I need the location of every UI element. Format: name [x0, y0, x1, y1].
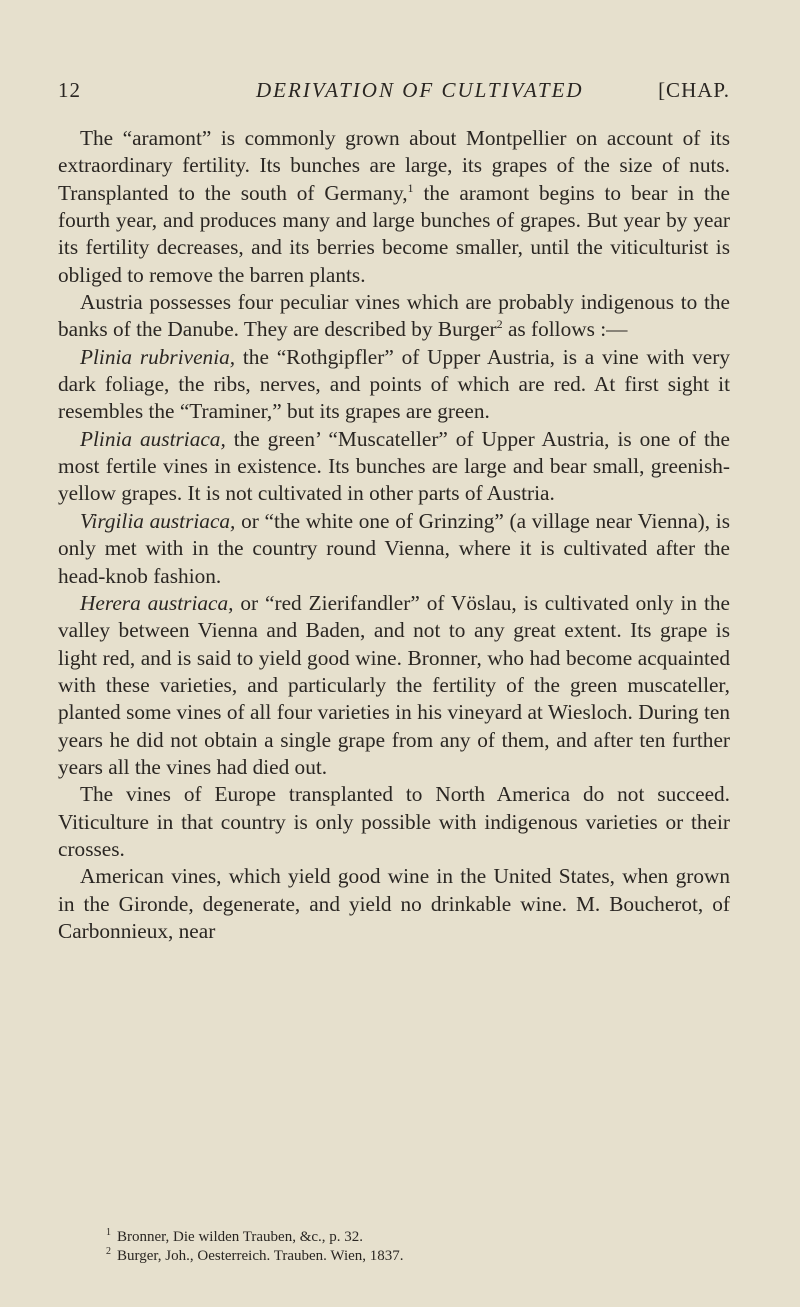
- running-title: DERIVATION OF CULTIVATED: [256, 78, 584, 102]
- chapter-marker: [CHAP.: [658, 78, 730, 102]
- footnote-text: Burger, Joh., Oesterreich. Trauben. Wien, 1837.: [117, 1248, 404, 1264]
- paragraph-text: Austria possesses four peculiar vines which are probably indigenous to the banks of the Danube. They are described by Burger: [58, 290, 730, 342]
- paragraph: [58, 344, 730, 426]
- species-name: Herera austriaca,: [80, 590, 234, 615]
- footnote-marker: 1: [106, 1227, 111, 1238]
- paragraph: [58, 289, 730, 344]
- paragraph-text: the “Rothgipfler” of Upper Austria, is a vine with very dark foliage, the ribs, nerves, and points of which are red. At first sight it resembles the “Traminer,” but its grapes are green.: [58, 344, 730, 424]
- paragraph-text: The vines of Europe transplanted to North America do not succeed. Viticulture in that country is only possible with indigenous varieties or their crosses.: [58, 782, 730, 861]
- species-name: Virgilia austriaca,: [80, 508, 236, 533]
- paragraph-text: the green’ “Muscateller” of Upper Austria, is one of the most fertile vines in existence. Its bunches are large and bear small, greenish-yellow grapes. It is not cultivated in other parts of Austria.: [58, 426, 730, 506]
- footnotes: [58, 1228, 730, 1266]
- paragraph-text: or “red Zierifandler” of Vöslau, is cultivated only in the valley between Vienna and Baden, and not to any great extent. Its grape is light red, and is said to yield good wine. Bronner, who had become acquainted with these varieties, and particularly the fertility of the green muscateller, planted some vines of all four varieties in his vineyard at Wiesloch. During ten years he did not obtain a single grape from any of them, and after ten further years all the vines had died out.: [58, 590, 730, 779]
- footnote: [58, 1228, 730, 1247]
- footnote-marker: 2: [106, 1246, 111, 1257]
- species-name: Plinia austriaca,: [80, 426, 226, 451]
- footnote-text: Bronner, Die wilden Trauben, &c., p. 32.: [117, 1229, 364, 1245]
- footnote: [58, 1247, 730, 1266]
- paragraph: [58, 426, 730, 508]
- paragraph-text: as follows :—: [502, 317, 628, 342]
- species-name: Plinia rubrivenia,: [80, 344, 236, 369]
- paragraph: [58, 125, 730, 289]
- paragraph: [58, 590, 730, 781]
- body-text: [58, 125, 730, 945]
- footnote-ref: 1: [407, 180, 414, 195]
- running-header: [58, 78, 730, 108]
- paragraph-text: The “aramont” is commonly grown about Montpellier on account of its extraordinary fertility. Its bunches are large, its grapes of the size of nuts. Transplanted to the south of Germany,: [58, 126, 730, 205]
- paragraph: [58, 863, 730, 945]
- paragraph-text: American vines, which yield good wine in the United States, when grown in the Gironde, degenerate, and yield no drinkable wine. M. Boucherot, of Carbonnieux, near: [58, 864, 730, 943]
- page-number: 12: [58, 78, 81, 102]
- footnote-ref: 2: [496, 317, 503, 332]
- paragraph: [58, 781, 730, 863]
- paragraph: [58, 508, 730, 590]
- paragraph-text: the aramont begins to bear in the fourth year, and produces many and large bunches of grapes. But year by year its fertility decreases, and its berries become smaller, until the viticulturist is obliged to remove the barren plants.: [58, 180, 730, 287]
- paragraph-text: or “the white one of Grinzing” (a village near Vienna), is only met with in the country round Vienna, where it is cultivated after the head-knob fashion.: [58, 508, 730, 588]
